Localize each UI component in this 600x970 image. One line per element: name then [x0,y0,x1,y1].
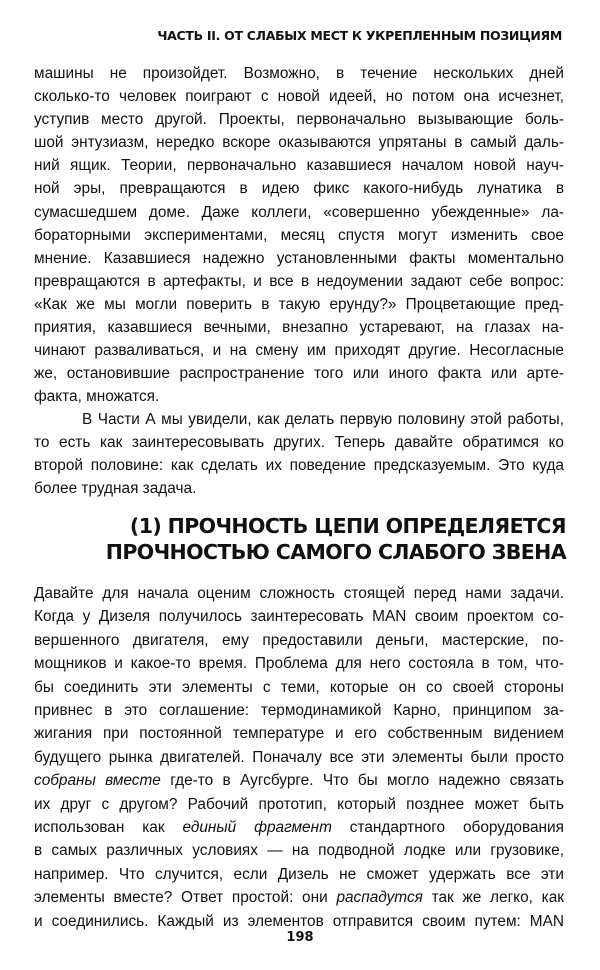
text-line [34,886,564,909]
text-line: ной эры, превращаются в идею фикс какого-нибудь лунатика в [34,180,564,198]
text-run: элементы вместе? Ответ простой: они [34,889,337,907]
text-line: второй половине: как сделать их поведение предсказуемым. Это куда [34,457,564,475]
text-line: в самых различных условиях — на подводной лодке или грузовике, [34,842,564,860]
text-line: жигания при постоянной температуре и его собственным видением [34,725,564,743]
text-line: например. Что случится, если Дизель не сможет удержать все эти [34,865,564,883]
text-line: более трудная задача. [34,480,197,498]
text-line: Давайте для начала оценим сложность стоящей перед нами задачи. [34,585,564,602]
text-line: привнес в это соглашение: термодинамикой Карно, принципом за- [34,702,564,720]
section-heading [106,513,566,565]
paragraph-1 [34,62,564,408]
text-line [34,769,564,792]
text-run: так же легко, как [422,889,564,907]
paragraph-3 [34,582,564,933]
italic-phrase: единый фрагмент [182,819,332,837]
text-line: и соединились. Каждый из элементов отправится своим путем: MAN [34,912,564,930]
section-heading-line-2: ПРОЧНОСТЬЮ САМОГО СЛАБОГО ЗВЕНА [105,540,566,564]
text-line: «Как же мы могли поверить в такую ерунду?» Процветающие пред- [34,295,564,313]
text-run: стандартного оборудования [331,819,564,837]
text-line [34,816,564,839]
text-line: шой энтузиазм, нередко вскоре оказываются упрятаны в самый даль- [34,134,564,152]
paragraph-2 [34,408,564,500]
text-line: бы соединить эти элементы с теми, которые он со своей стороны [34,678,564,696]
text-line: уступив место другой. Проекты, первоначально вызывающие боль- [34,111,564,129]
page-number: 198 [286,930,314,945]
italic-phrase: распадутся [336,889,423,907]
italic-phrase: собраны вместе [34,772,161,790]
text-line: Когда у Дизеля получилось заинтересовать MAN своим проектом со- [34,608,564,626]
text-line: сумасшедшем доме. Даже коллеги, «совершенно убежденные» ла- [34,203,564,221]
text-line: факта, множатся. [34,388,160,406]
text-line: бораторными экспериментами, месяц спустя могут изменить свое [34,226,564,244]
text-line: их друг с другом? Рабочий прототип, который позднее может быть [34,795,564,813]
text-run: где-то в Аугсбурге. Что бы могло надежно связать [160,772,564,790]
text-line: В Части А мы увидели, как делать первую половину этой работы, [82,411,564,428]
text-line: превращаются в артефакты, и все в недоумении задают себе вопрос: [34,272,564,290]
text-line: чинают разваливаться, и на смену им приходят другие. Несогласные [34,342,564,360]
text-line: сколько-то человек поиграют с новой идеей, но потом она исчезнет, [34,88,564,106]
text-run: использован как [34,819,183,837]
text-line: мощников и какое-то время. Проблема для него состояла в том, что- [34,655,564,673]
text-line: мнение. Казавшиеся надежно установленными факты моментально [34,249,564,267]
text-line: вершенного двигателя, ему предоставили деньги, мастерские, по- [34,631,564,649]
text-line: приятия, казавшиеся вечными, внезапно устаревают, на глазах на- [34,319,564,337]
text-line: будущего рынка двигателей. Поначалу все эти элементы были просто [34,748,564,766]
text-line: машины не произойдет. Возможно, в течение нескольких дней [34,65,564,82]
section-heading-line-1: (1) ПРОЧНОСТЬ ЦЕПИ ОПРЕДЕЛЯЕТСЯ [129,514,566,538]
text-line: то есть как заинтересовывать других. Теперь давайте обратимся ко [34,434,564,452]
text-line: же, остановившие распространение того или иного факта или арте- [34,365,564,383]
running-head: ЧАСТЬ II. ОТ СЛАБЫХ МЕСТ К УКРЕПЛЕННЫМ ПОЗИЦИЯМ [157,28,562,43]
text-line: ний ящик. Теории, первоначально казавшиеся началом новой науч- [34,157,564,175]
